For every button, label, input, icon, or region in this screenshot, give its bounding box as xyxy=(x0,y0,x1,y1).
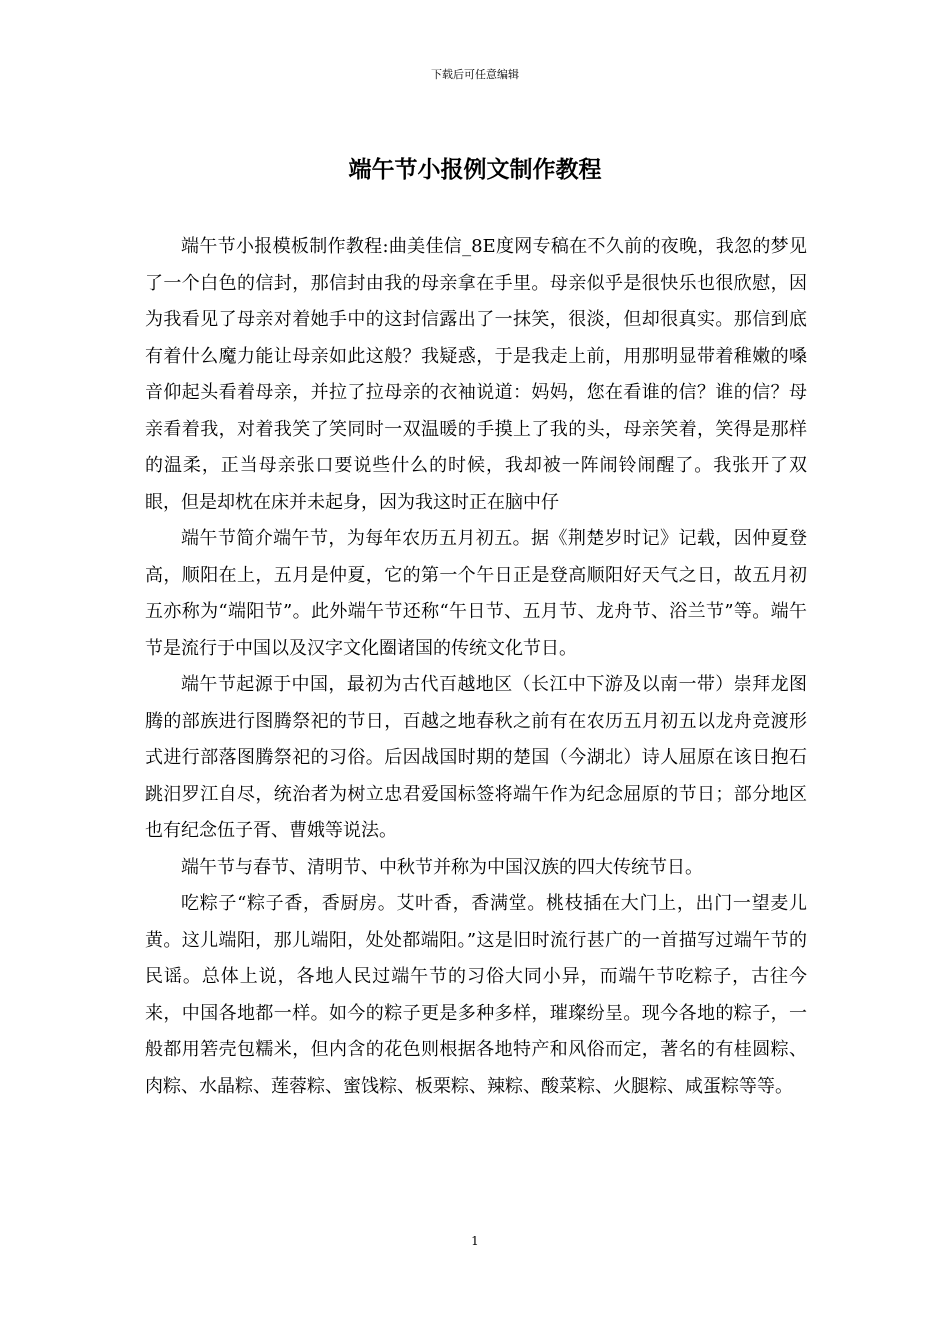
paragraph: 端午节与春节、清明节、中秋节并称为中国汉族的四大传统节日。 xyxy=(181,856,703,878)
paragraph: 吃粽子“粽子香，香厨房。艾叶香，香满堂。桃枝插在大门上，出门一望麦儿黄。这儿端阳，那儿端阳，处处都端阳。”这是旧时流行甚广的一首描写过端午节的民谣。总体上说，各地人民过端午节的习俗大同小异，而端午节吃粽子，古往今来，中国各地都一样。如今的粽子更是多种多样，璀璨纷呈。现今各地的粽子，一般都用箬壳包糯米，但内含的花色则根据各地特产和风俗而定，著名的有桂圆粽、肉粽、水晶粽、莲蓉粽、蜜饯粽、板栗粽、辣粽、酸菜粽、火腿粽、咸蛋粽等等。 xyxy=(145,893,807,1097)
page-number: 1 xyxy=(471,1234,479,1248)
paragraph: 端午节起源于中国，最初为古代百越地区（长江中下游及以南一带）崇拜龙图腾的部族进行图腾祭祀的节日，百越之地春秋之前有在农历五月初五以龙舟竞渡形式进行部落图腾祭祀的习俗。后因战国时期的楚国（今湖北）诗人屈原在该日抱石跳汨罗江自尽，统治者为树立忠君爱国标签将端午作为纪念屈原的节日；部分地区也有纪念伍子胥、曹娥等说法。 xyxy=(145,674,807,841)
paragraph: 端午节小报模板制作教程:曲美佳信_8E度网专稿在不久前的夜晚，我忽的梦见了一个白色的信封，那信封由我的母亲拿在手里。母亲似乎是很快乐也很欣慰，因为我看见了母亲对着她手中的这封信露出了一抹笑，很淡，但却很真实。那信到底有着什么魔力能让母亲如此这般？我疑惑，于是我走上前，用那明显带着稚嫩的嗓音仰起头看着母亲，并拉了拉母亲的衣袖说道：妈妈，您在看谁的信？谁的信？母亲看着我，对着我笑了笑同时一双温暖的手摸上了我的头，母亲笑着，笑得是那样的温柔，正当母亲张口要说些什么的时候，我却被一阵闹铃闹醒了。我张开了双眼，但是却枕在床并未起身，因为我这时正在脑中仔 xyxy=(145,236,807,513)
header-note: 下载后可任意编辑 xyxy=(431,68,519,81)
document-title: 端午节小报例文制作教程 xyxy=(348,156,602,183)
paragraph: 端午节简介端午节，为每年农历五月初五。据《荆楚岁时记》记载，因仲夏登高，顺阳在上，五月是仲夏，它的第一个午日正是登高顺阳好天气之日，故五月初五亦称为“端阳节”。此外端午节还称“午日节、五月节、龙舟节、浴兰节”等。端午节是流行于中国以及汉字文化圈诸国的传统文化节日。 xyxy=(145,528,807,659)
document-body xyxy=(145,229,807,1105)
